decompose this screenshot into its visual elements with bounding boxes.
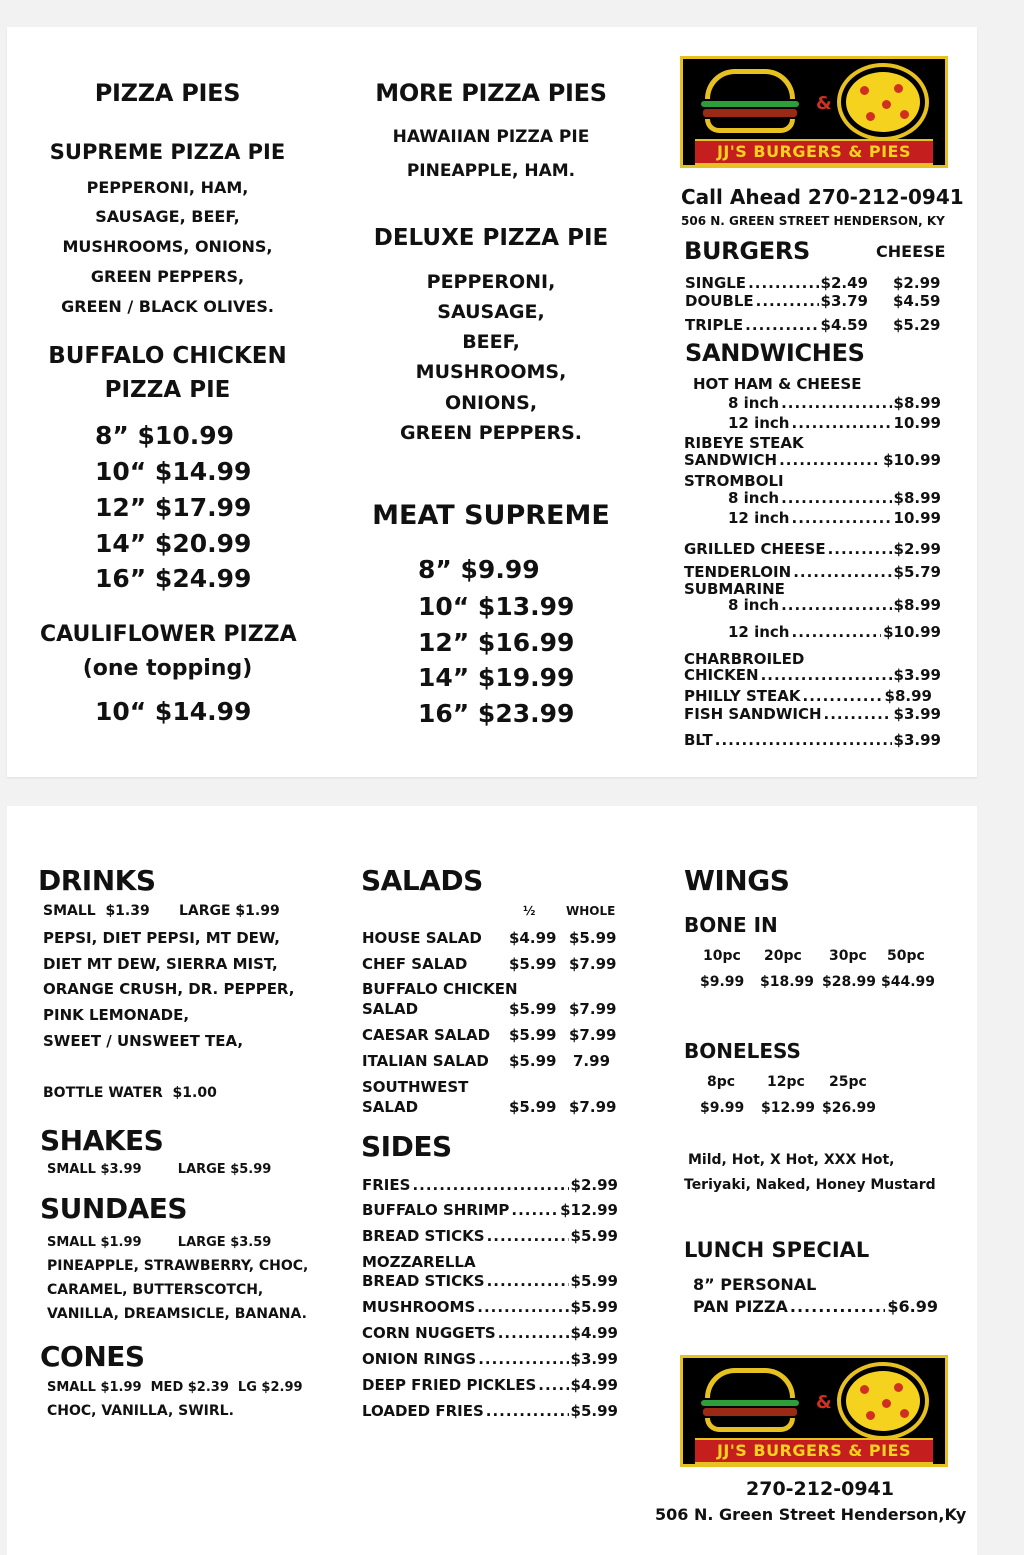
jjs-logo-bottom: [680, 1355, 948, 1467]
salad-whole-price: $7.99: [569, 1026, 617, 1044]
shakes-heading: SHAKES: [40, 1124, 164, 1157]
footer-phone: 270-212-0941: [746, 1478, 894, 1500]
salad-name: CHEF SALAD: [362, 955, 468, 973]
salad-half-price: $5.99: [509, 1098, 557, 1116]
side-row: DEEP FRIED PICKLES ..... $4.99: [362, 1376, 618, 1394]
drink-item: DIET MT DEW, SIERRA MIST,: [43, 955, 278, 973]
menu-row: PHILLY STEAK ..... $8.99: [684, 687, 932, 705]
pizza-price: 14” $20.99: [95, 529, 252, 558]
wing-count: 12pc: [767, 1074, 805, 1090]
menu-row: 8 inch ..... $8.99: [728, 596, 941, 614]
ampersand: &: [816, 1392, 832, 1413]
pizza-price: 10“ $14.99: [95, 457, 252, 486]
salad-name: SALAD: [362, 1098, 419, 1116]
menu-row: 12 inch ..... 10.99: [728, 414, 941, 432]
logo-name: JJ'S BURGERS & PIES: [695, 1438, 933, 1464]
menu-row: CHICKEN ..... $3.99: [684, 666, 941, 684]
buffalo-pizza-title: BUFFALO CHICKEN: [48, 343, 287, 369]
meat-supreme-price: 16” $23.99: [418, 699, 575, 728]
sundaes-sizes: SMALL $1.99 LARGE $3.59: [47, 1235, 272, 1250]
side-row: LOADED FRIES ..... $5.99: [362, 1402, 618, 1420]
buffalo-pizza-title: PIZZA PIE: [104, 377, 231, 403]
drink-item: ORANGE CRUSH, DR. PEPPER,: [43, 980, 295, 998]
salad-name: BUFFALO CHICKEN: [362, 980, 518, 998]
wing-price: $26.99: [822, 1100, 877, 1116]
salads-heading: SALADS: [361, 864, 483, 897]
bottle-water: BOTTLE WATER $1.00: [43, 1085, 217, 1101]
sundae-flavors: VANILLA, DREAMSICLE, BANANA.: [47, 1306, 307, 1322]
menu-row: 12 inch ..... 10.99: [728, 509, 941, 527]
meat-supreme-price: 14” $19.99: [418, 663, 575, 692]
deluxe-topping: PEPPERONI,: [426, 271, 556, 293]
call-ahead: Call Ahead 270-212-0941: [681, 185, 964, 209]
supreme-pizza-title: SUPREME PIZZA PIE: [49, 140, 286, 164]
menu-row: 8 inch ..... $8.99: [728, 489, 941, 507]
deluxe-topping: ONIONS,: [444, 392, 538, 414]
drink-item: PINK LEMONADE,: [43, 1006, 190, 1024]
bone-in-heading: BONE IN: [684, 913, 778, 937]
salad-whole-price: $5.99: [569, 929, 617, 947]
supreme-topping: PEPPERONI, HAM,: [86, 178, 249, 197]
side-row: BREAD STICKS ..... $5.99: [362, 1272, 618, 1290]
sundae-flavors: CARAMEL, BUTTERSCOTCH,: [47, 1282, 264, 1298]
wing-sauces: Mild, Hot, X Hot, XXX Hot,: [688, 1152, 895, 1168]
menu-row: BLT ..... $3.99: [684, 731, 941, 749]
menu-row: TENDERLOIN ..... $5.79: [684, 563, 941, 581]
wing-count: 8pc: [707, 1074, 736, 1090]
wing-price: $12.99: [761, 1100, 816, 1116]
salad-whole-price: $7.99: [569, 1098, 617, 1116]
cone-flavors: CHOC, VANILLA, SWIRL.: [47, 1403, 234, 1419]
side-row: BUFFALO SHRIMP ..... $12.99: [362, 1201, 618, 1219]
salad-half-label: ½: [523, 904, 536, 918]
salad-name: SALAD: [362, 1000, 419, 1018]
burger-row: SINGLE ..... $2.49: [685, 274, 868, 292]
burger-cheese-price: $2.99: [893, 274, 941, 292]
deluxe-title: DELUXE PIZZA PIE: [373, 225, 609, 251]
salad-name: CAESAR SALAD: [362, 1026, 491, 1044]
wing-price: $9.99: [700, 1100, 745, 1116]
salad-name: ITALIAN SALAD: [362, 1052, 489, 1070]
salad-half-price: $5.99: [509, 955, 557, 973]
lunch-row: PAN PIZZA ..... $6.99: [693, 1297, 938, 1316]
wing-count: 20pc: [764, 948, 802, 964]
address: 506 N. GREEN STREET HENDERSON, KY: [681, 214, 945, 228]
side-row: ONION RINGS ..... $3.99: [362, 1350, 618, 1368]
cauliflower-price: 10“ $14.99: [95, 697, 252, 726]
hawaiian-toppings: PINEAPPLE, HAM.: [406, 161, 576, 181]
supreme-topping: GREEN PEPPERS,: [90, 267, 245, 286]
pizza-price: 16” $24.99: [95, 564, 252, 593]
pizza-price: 12” $17.99: [95, 493, 252, 522]
deluxe-topping: MUSHROOMS,: [415, 361, 567, 383]
more-pizza-heading: MORE PIZZA PIES: [375, 79, 607, 107]
wing-count: 25pc: [829, 1074, 867, 1090]
ampersand: &: [816, 93, 832, 114]
salad-half-price: $5.99: [509, 1026, 557, 1044]
salad-half-price: $5.99: [509, 1052, 557, 1070]
boneless-heading: BONELESS: [684, 1039, 801, 1063]
salad-whole-price: 7.99: [573, 1052, 611, 1070]
logo-name: JJ'S BURGERS & PIES: [695, 139, 933, 165]
drink-item: SWEET / UNSWEET TEA,: [43, 1032, 244, 1050]
stromboli-title: STROMBOLI: [684, 472, 784, 490]
salad-half-price: $4.99: [509, 929, 557, 947]
wing-price: $44.99: [881, 974, 936, 990]
cones-sizes: SMALL $1.99 MED $2.39 LG $2.99: [47, 1380, 303, 1395]
wing-price: $18.99: [760, 974, 815, 990]
pizza-icon: [841, 67, 925, 137]
side-row: FRIES ..... $2.99: [362, 1176, 618, 1194]
salad-whole-price: $7.99: [569, 1000, 617, 1018]
drinks-heading: DRINKS: [38, 864, 156, 897]
menu-row: 8 inch ..... $8.99: [728, 394, 941, 412]
pizza-price: 8” $10.99: [95, 421, 235, 450]
salad-whole-label: WHOLE: [566, 904, 616, 918]
supreme-topping: SAUSAGE, BEEF,: [95, 207, 240, 226]
sides-heading: SIDES: [361, 1130, 452, 1163]
shakes-sizes: SMALL $3.99 LARGE $5.99: [47, 1162, 272, 1177]
menu-row: FISH SANDWICH ..... $3.99: [684, 705, 941, 723]
hawaiian-title: HAWAIIAN PIZZA PIE: [392, 127, 590, 147]
wing-sauces: Teriyaki, Naked, Honey Mustard: [684, 1177, 936, 1193]
meat-supreme-price: 12” $16.99: [418, 628, 575, 657]
meat-supreme-price: 10“ $13.99: [418, 592, 575, 621]
wing-price: $9.99: [700, 974, 745, 990]
burger-cheese-price: $5.29: [893, 316, 941, 334]
deluxe-topping: GREEN PEPPERS.: [400, 422, 582, 444]
cauliflower-note: (one topping): [82, 656, 253, 681]
burger-icon: [705, 69, 795, 99]
menu-row: SANDWICH ..... $10.99: [684, 451, 941, 469]
wings-heading: WINGS: [684, 864, 790, 897]
hot-ham-title: HOT HAM & CHEESE: [693, 375, 862, 393]
lunch-line: 8” PERSONAL: [693, 1275, 817, 1294]
supreme-topping: GREEN / BLACK OLIVES.: [61, 297, 274, 316]
menu-row: GRILLED CHEESE ..... $2.99: [684, 540, 941, 558]
ribeye-title: RIBEYE STEAK: [684, 434, 804, 452]
meat-supreme-price: 8” $9.99: [418, 555, 540, 584]
wing-price: $28.99: [822, 974, 877, 990]
supreme-topping: MUSHROOMS, ONIONS,: [62, 237, 273, 256]
salad-half-price: $5.99: [509, 1000, 557, 1018]
wing-count: 30pc: [829, 948, 867, 964]
burger-icon: [705, 1368, 795, 1398]
drinks-sizes: SMALL $1.39 LARGE $1.99: [43, 903, 280, 919]
deluxe-topping: BEEF,: [462, 331, 520, 353]
cauliflower-pizza-title: CAULIFLOWER PIZZA: [40, 622, 297, 647]
submarine-title: SUBMARINE: [684, 580, 785, 598]
sundaes-heading: SUNDAES: [40, 1192, 188, 1225]
burgers-heading: BURGERS: [684, 237, 811, 265]
salad-whole-price: $7.99: [569, 955, 617, 973]
menu-row: 12 inch ..... $10.99: [728, 623, 941, 641]
jjs-logo: [680, 56, 948, 168]
footer-address: 506 N. Green Street Henderson,Ky: [655, 1505, 967, 1524]
pizza-pies-heading: PIZZA PIES: [94, 79, 241, 107]
burger-cheese-price: $4.59: [893, 292, 941, 310]
cheese-label: CHEESE: [876, 242, 946, 261]
lunch-special-heading: LUNCH SPECIAL: [684, 1238, 870, 1262]
side-row: BREAD STICKS ..... $5.99: [362, 1227, 618, 1245]
drink-item: PEPSI, DIET PEPSI, MT DEW,: [43, 929, 280, 947]
wing-count: 10pc: [703, 948, 741, 964]
cones-heading: CONES: [40, 1340, 145, 1373]
charbroiled-title: CHARBROILED: [684, 650, 805, 668]
sandwiches-heading: SANDWICHES: [685, 339, 865, 367]
sundae-flavors: PINEAPPLE, STRAWBERRY, CHOC,: [47, 1258, 309, 1274]
burger-row: DOUBLE ..... $3.79: [685, 292, 868, 310]
meat-supreme-title: MEAT SUPREME: [372, 500, 610, 531]
salad-name: HOUSE SALAD: [362, 929, 482, 947]
side-row: CORN NUGGETS ..... $4.99: [362, 1324, 618, 1342]
pizza-icon: [841, 1366, 925, 1436]
side-name: MOZZARELLA: [362, 1253, 476, 1271]
salad-name: SOUTHWEST: [362, 1078, 469, 1096]
burger-row: TRIPLE ..... $4.59: [685, 316, 868, 334]
deluxe-topping: SAUSAGE,: [437, 301, 545, 323]
side-row: MUSHROOMS ..... $5.99: [362, 1298, 618, 1316]
wing-count: 50pc: [887, 948, 925, 964]
